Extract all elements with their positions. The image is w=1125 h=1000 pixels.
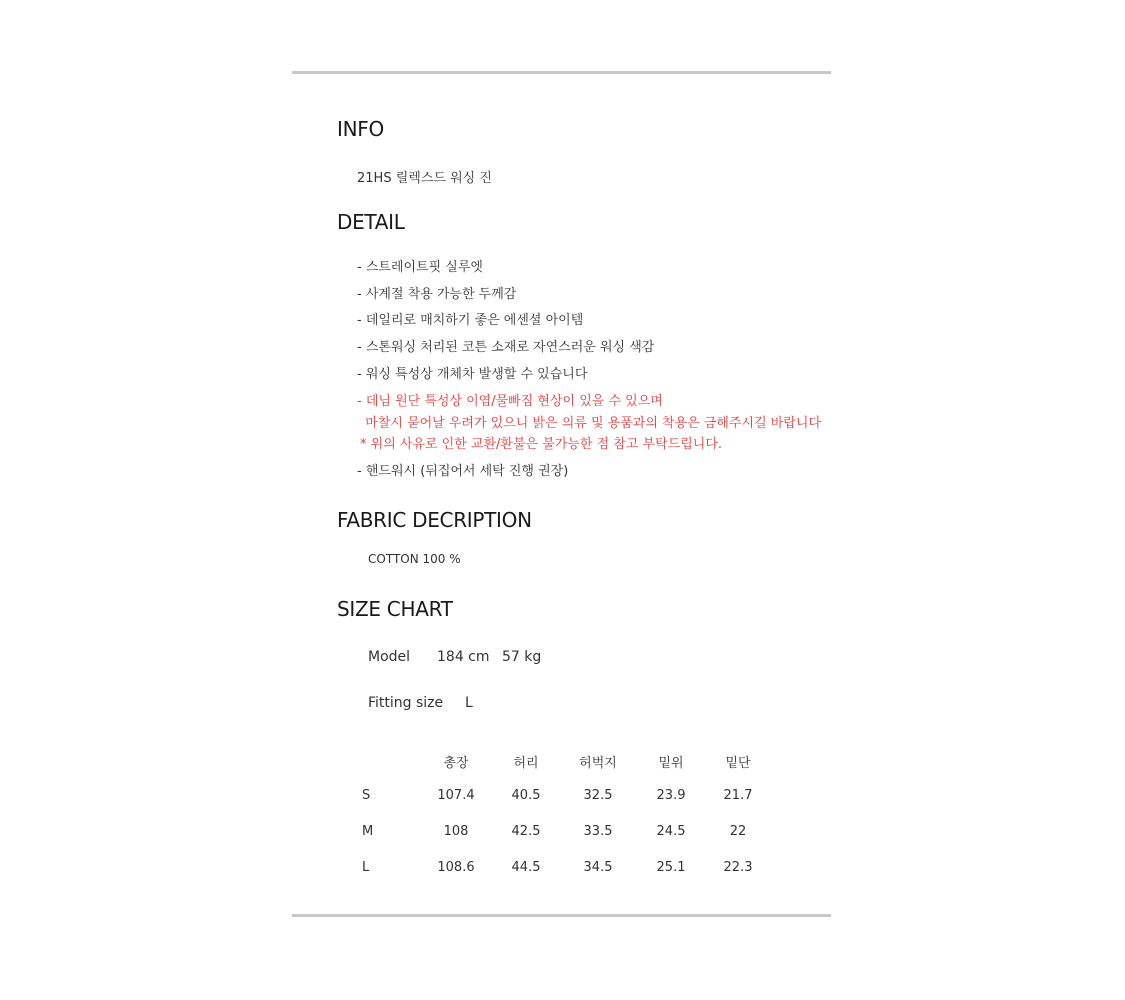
table-row: [340, 780, 780, 816]
warning-line: 마찰시 묻어날 우려가 있으니 밝은 의류 및 용품과의 착용은 금해주시길 바랍니다: [357, 416, 822, 431]
warning-line: - 데님 원단 특성상 이염/물빠짐 현상이 있을 수 있으며: [357, 394, 663, 409]
size-chart-heading: SIZE CHART: [337, 597, 453, 621]
column-header: 허벅지: [579, 756, 617, 771]
warning-line: * 위의 사유로 인한 교환/환불은 불가능한 점 참고 부탁드립니다.: [360, 437, 723, 452]
top-divider: [292, 71, 831, 74]
bottom-divider: [292, 914, 831, 917]
model-height: 184 cm: [437, 649, 490, 665]
table-row: [340, 852, 780, 888]
detail-item: - 스톤워싱 처리된 코튼 소재로 자연스러운 워싱 색감: [357, 340, 655, 355]
table-cell: 21.7: [723, 788, 753, 803]
table-cell: 24.5: [656, 824, 686, 839]
column-header: 밑단: [725, 756, 751, 771]
model-label: Model: [368, 649, 411, 665]
model-weight: 57 kg: [502, 649, 542, 665]
table-cell: 34.5: [583, 860, 613, 875]
detail-item: - 데일리로 매치하기 좋은 에센셜 아이템: [357, 313, 584, 328]
table-cell: 108: [443, 824, 469, 839]
table-cell: 40.5: [511, 788, 541, 803]
fitting-size-value: L: [465, 695, 473, 711]
wash-note: - 핸드워시 (뒤집어서 세탁 진행 권장): [357, 464, 569, 479]
table-cell: 22: [729, 824, 747, 839]
table-cell: 107.4: [437, 788, 475, 803]
size-label: M: [362, 824, 374, 839]
size-label: S: [362, 788, 371, 803]
size-table: [340, 744, 780, 888]
table-cell: 25.1: [656, 860, 686, 875]
table-cell: 42.5: [511, 824, 541, 839]
fabric-heading: FABRIC DECRIPTION: [337, 508, 532, 532]
fabric-composition: COTTON 100 %: [368, 552, 461, 566]
table-cell: 108.6: [437, 860, 475, 875]
table-cell: 23.9: [656, 788, 686, 803]
column-header: 밑위: [658, 756, 684, 771]
detail-item: - 사계절 착용 가능한 두께감: [357, 287, 517, 302]
column-header: 총장: [443, 756, 469, 771]
detail-heading: DETAIL: [337, 210, 405, 234]
table-cell: 22.3: [723, 860, 753, 875]
table-cell: 32.5: [583, 788, 613, 803]
column-header: 허리: [513, 756, 539, 771]
table-cell: 33.5: [583, 824, 613, 839]
table-header-row: [340, 744, 780, 780]
table-row: [340, 816, 780, 852]
product-name: 21HS 릴렉스드 워싱 진: [357, 171, 492, 186]
table-cell: 44.5: [511, 860, 541, 875]
detail-item: - 스트레이트핏 실루엣: [357, 260, 483, 275]
fitting-size-label: Fitting size: [368, 695, 444, 711]
detail-item: - 워싱 특성상 개체차 발생할 수 있습니다: [357, 367, 588, 382]
info-heading: INFO: [337, 117, 384, 141]
size-label: L: [362, 860, 370, 875]
